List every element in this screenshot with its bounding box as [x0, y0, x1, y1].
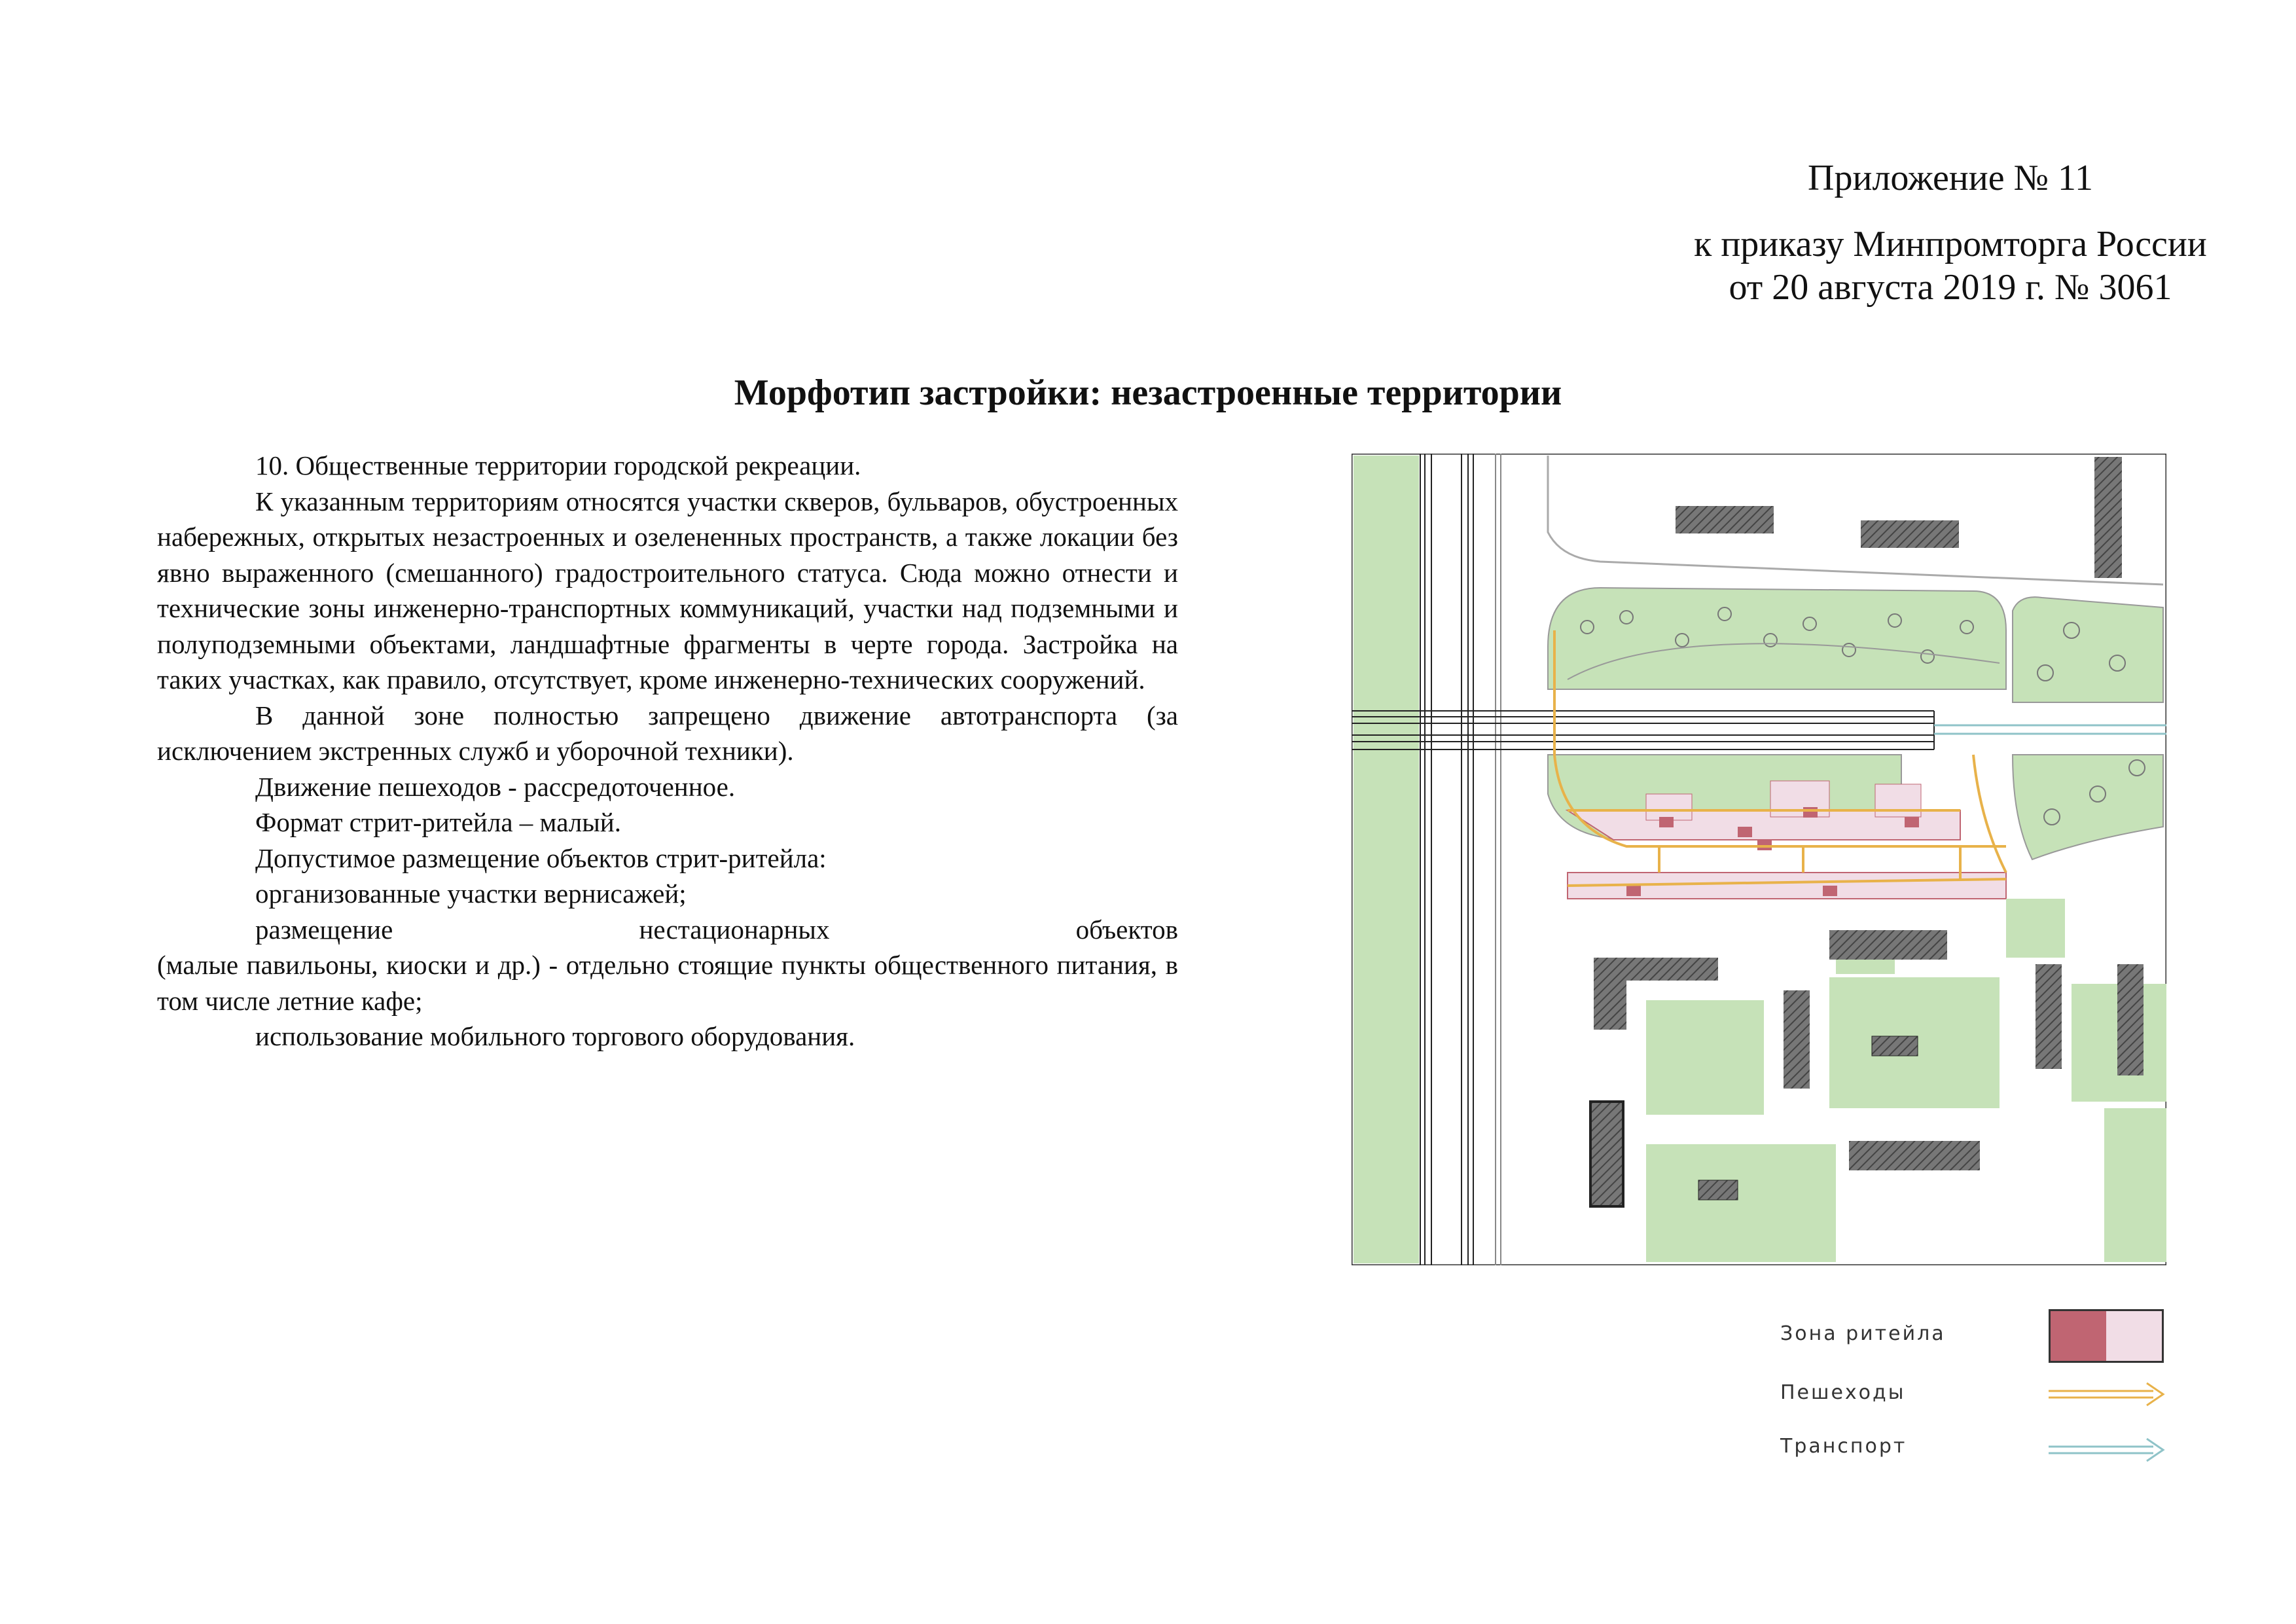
paragraph-traffic-ban: В данной зоне полностью запрещено движение автотранспорта (за исключением экстренных служб и уборочной техники). — [157, 700, 1178, 766]
order-line-1: к приказу Минпромторга России — [1694, 224, 2207, 264]
building — [1861, 520, 1959, 548]
word-3: объектов — [1075, 914, 1178, 945]
retail-dark-swatch — [2051, 1311, 2106, 1361]
site-plan-drawing — [1352, 454, 2166, 1265]
building — [1784, 990, 1810, 1089]
building — [1872, 1036, 1918, 1056]
appendix-number: Приложение № 11 — [1808, 158, 2093, 198]
building — [1676, 506, 1774, 533]
legend — [1780, 1309, 2173, 1479]
pedestrian-arrow-icon — [2045, 1378, 2170, 1411]
legend-retail-swatch — [2049, 1309, 2164, 1363]
retail-light-swatch — [2106, 1311, 2162, 1361]
list-item-vernissage: организованные участки вернисажей; — [255, 878, 687, 909]
list-item-nonstationary-cont: (малые павильоны, киоски и др.) - отдельно стоящие пункты общественного питания, в том числе летние кафе; — [157, 950, 1178, 1016]
word-1: размещение — [255, 914, 393, 945]
green-block — [1646, 1144, 1836, 1262]
legend-transport-label: Транспорт — [1780, 1435, 1907, 1458]
green-strip-left — [1354, 456, 1419, 1263]
paragraph-retail-format: Формат стрит-ритейла – малый. — [255, 807, 621, 837]
building — [2094, 457, 2122, 578]
legend-pedestrians-label: Пешеходы — [1780, 1381, 1906, 1404]
green-block — [1646, 1000, 1764, 1115]
building — [1829, 930, 1947, 960]
word-2: нестационарных — [639, 914, 830, 945]
list-item-mobile-equipment: использование мобильного торгового оборудования. — [255, 1021, 855, 1051]
body-text — [157, 448, 1178, 1055]
transport-arrow-icon — [2045, 1434, 2170, 1466]
building — [2117, 964, 2144, 1075]
site-plan — [1352, 454, 2166, 1265]
order-line-2: от 20 августа 2019 г. № 3061 — [1729, 267, 2172, 308]
paragraph-description: К указанным территориям относятся участки скверов, бульваров, обустроенных набережных, открытых незастроенных и озелененных пространств, а также локации без явно выраженного (смешанного) градостроительного статуса. Сюда можно отнести и технические зоны инженерно-транспортных коммуникаций, участки над подземными и полуподземными объектами, ландшафтные фрагменты в черте города. Застройка на таких участках, как правило, отсутствует, кроме инженерно-технических сооружений. — [157, 486, 1178, 695]
list-item-nonstationary-line — [157, 912, 1178, 948]
paragraph-section-heading: 10. Общественные территории городской рекреации. — [255, 450, 861, 480]
paragraph-allowed-placement: Допустимое размещение объектов стрит-ритейла: — [255, 842, 827, 873]
order-reference — [1662, 223, 2238, 309]
building — [1849, 1141, 1980, 1170]
page-title: Морфотип застройки: незастроенные территории — [734, 372, 1562, 413]
legend-retail-label: Зона ритейла — [1780, 1322, 1946, 1345]
building — [2036, 964, 2062, 1069]
paragraph-pedestrians: Движение пешеходов - рассредоточенное. — [255, 771, 736, 802]
green-block — [2104, 1108, 2166, 1262]
park-right-top — [2013, 597, 2163, 702]
building — [1698, 1180, 1738, 1200]
green-block — [2006, 899, 2065, 958]
building — [1590, 1102, 1623, 1206]
